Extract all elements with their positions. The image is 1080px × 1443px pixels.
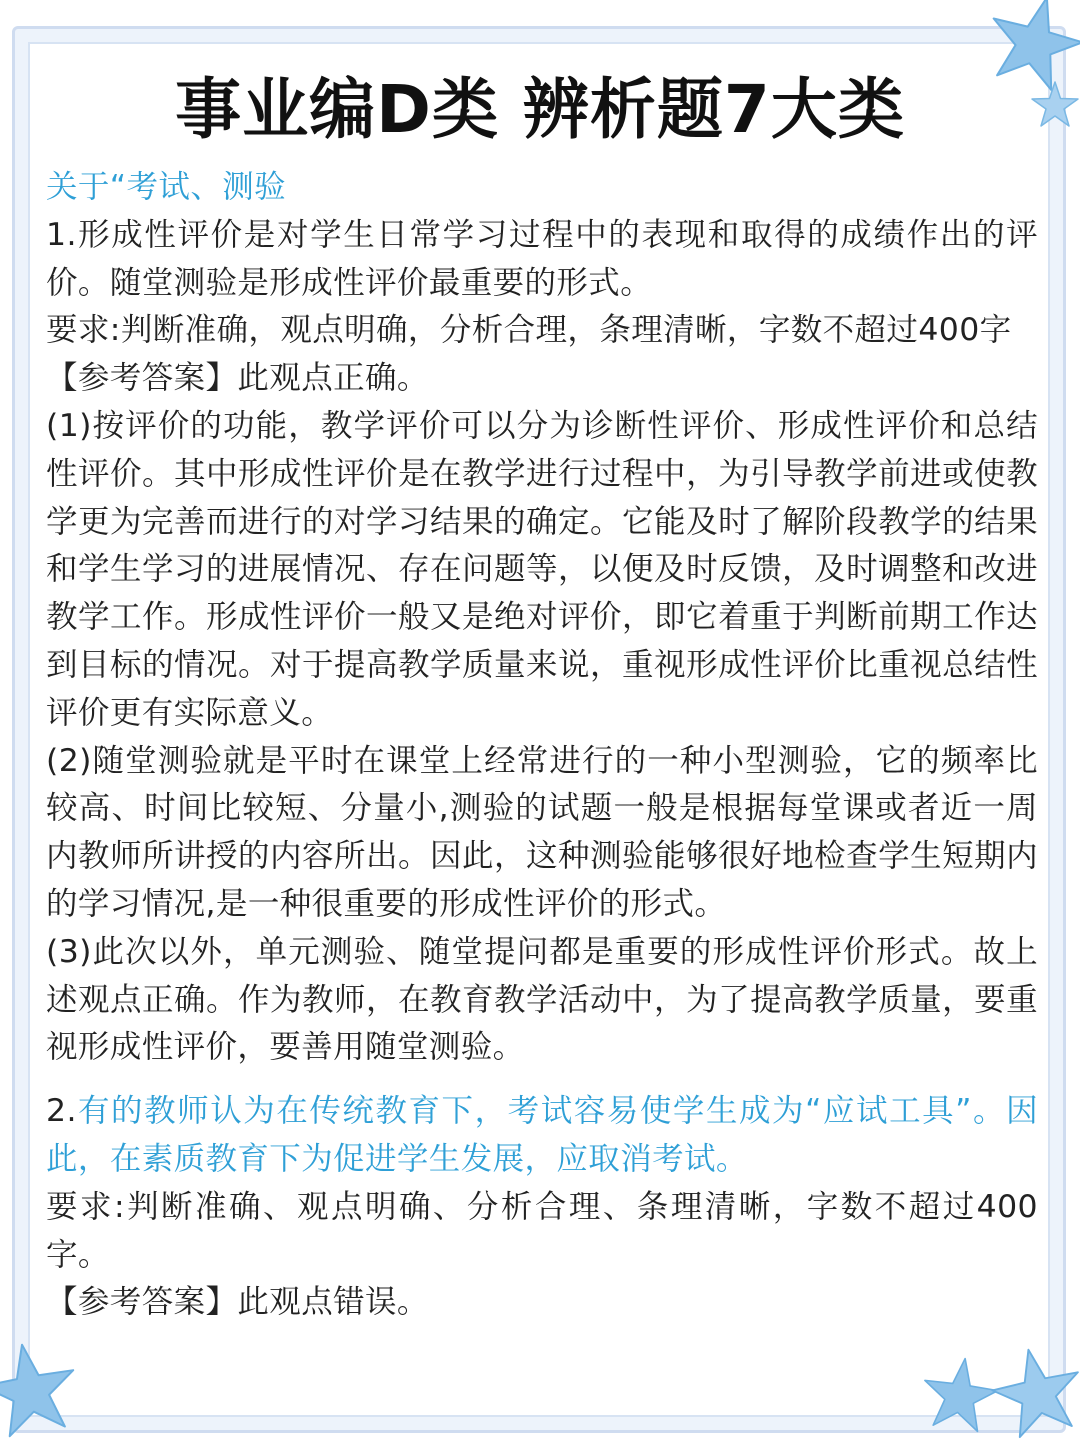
q1-point-2: (2)随堂测验就是平时在课堂上经常进行的一种小型测验，它的频率比较高、时间比较短、分量小,测验的试题一般是根据每堂课或者近一周内教师所讲授的内容所出。因此，这种测验能够很好地检查学生短期内的学习情况,是一种很重要的形成性评价的形式。: [46, 742, 1038, 922]
star-icon: [990, 1345, 1080, 1440]
q2-number: 2.: [46, 1093, 77, 1130]
q2-question-block: [46, 1088, 1038, 1184]
q1-point-1: (1)按评价的功能，教学评价可以分为诊断性评价、形成性评价和总结性评价。其中形成性评价是在教学进行过程中，为引导教学前进或使教学更为完善而进行的对学习结果的确定。它能及时了解阶段教学的结果和学生学习的进展情况、存在问题等，以便及时反馈，及时调整和改进教学工作。形成性评价一般又是绝对评价，即它着重于判断前期工作达到目标的情况。对于提高教学质量来说，重视形成性评价比重视总结性评价更有实际意义。: [46, 407, 1038, 731]
q2-answer-head: 【参考答案】此观点错误。: [46, 1284, 429, 1321]
article-body: [46, 164, 1038, 1327]
q2-question: 有的教师认为在传统教育下，考试容易使学生成为“应试工具”。因此，在素质教育下为促进学生发展，应取消考试。: [46, 1093, 1038, 1177]
q2-requirement: 要求:判断准确、观点明确、分析合理、条理清晰，字数不超过400字。: [46, 1188, 1038, 1273]
page-title: 事业编D类 辨析题7大类: [175, 71, 905, 148]
q1-requirement: 要求:判断准确，观点明确，分析合理，条理清晰，字数不超过400字: [46, 312, 1012, 349]
section-heading: 关于“考试、测验: [46, 169, 287, 205]
star-icon: [0, 1340, 80, 1440]
star-icon: [920, 1355, 1000, 1435]
q1-question: 1.形成性评价是对学生日常学习过程中的表现和取得的成绩作出的评价。随堂测验是形成性评价最重要的形式。: [46, 216, 1038, 301]
q1-answer-head: 【参考答案】此观点正确。: [46, 360, 429, 397]
q1-point-3: (3)此次以外，单元测验、随堂提问都是重要的形成性评价形式。故上述观点正确。作为教师，在教育教学活动中，为了提高教学质量，要重视形成性评价，要善用随堂测验。: [46, 933, 1038, 1066]
